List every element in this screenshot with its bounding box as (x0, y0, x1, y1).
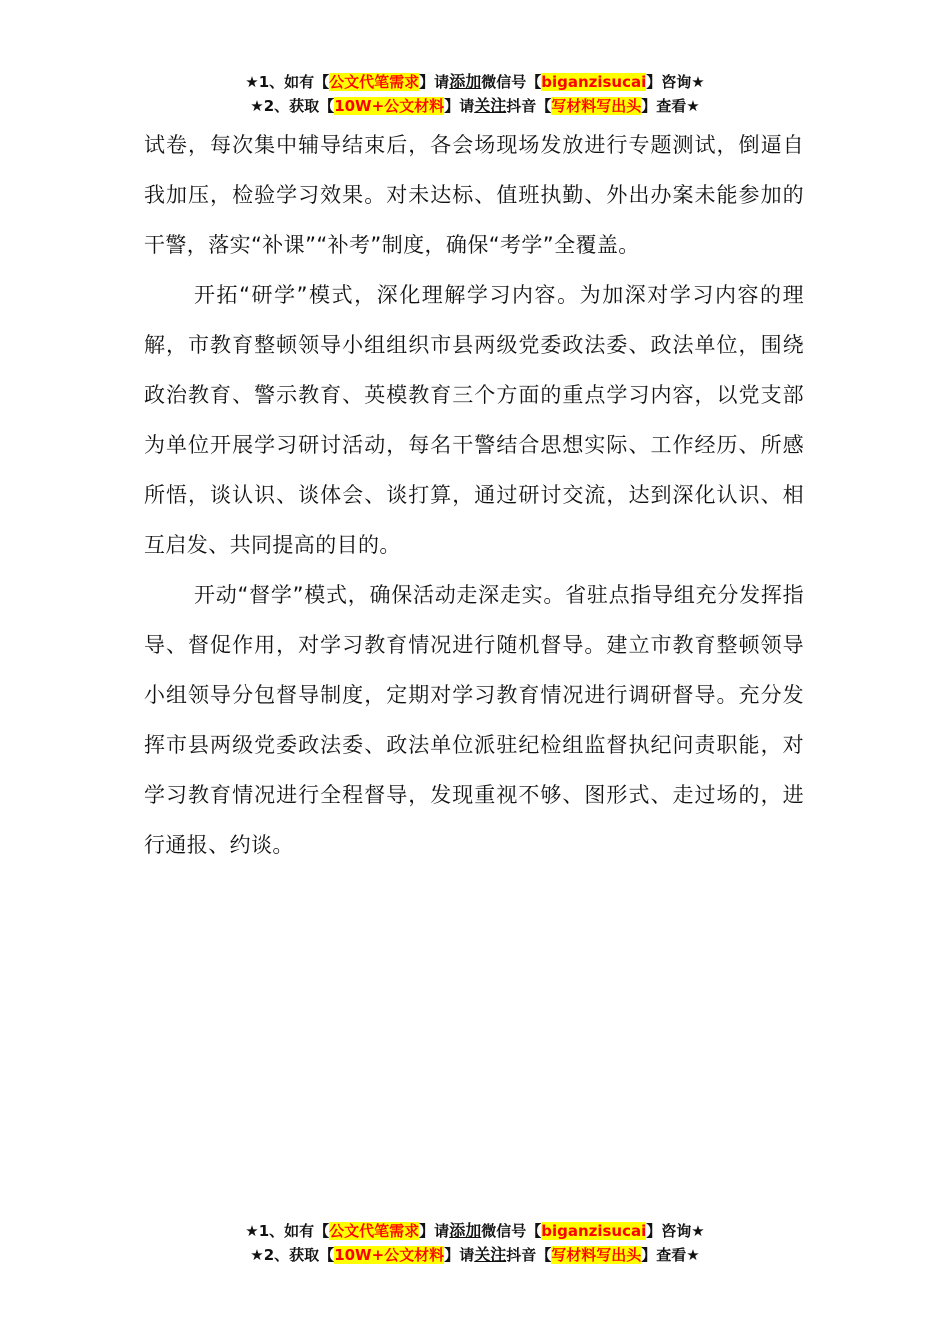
banner-text: 】请 (444, 1246, 475, 1264)
highlight-douyin-account: 写材料写出头 (551, 1246, 642, 1264)
highlight-materials: 10W+公文材料 (334, 97, 445, 115)
highlight-materials: 10W+公文材料 (334, 1246, 445, 1264)
document-body (144, 120, 804, 870)
banner-text: ★1、如有【 (245, 73, 330, 91)
footer-banner (0, 1219, 950, 1267)
banner-text: 】请 (419, 73, 450, 91)
banner-text: 微信号【 (481, 73, 542, 91)
banner-text: 】咨询★ (646, 73, 705, 91)
banner-text: 抖音【 (506, 97, 552, 115)
highlight-wechat-id: biganzisucai (541, 73, 647, 91)
banner-text: 】查看★ (641, 1246, 700, 1264)
highlight-wechat-id: biganzisucai (541, 1222, 647, 1240)
paragraph-continuation: 试卷，每次集中辅导结束后，各会场现场发放进行专题测试，倒逼自我加压，检验学习效果。对未达标、值班执勤、外出办案未能参加的干警，落实“补课”“补考”制度，确保“考学”全覆盖。 (144, 133, 804, 257)
banner-line-2 (0, 94, 950, 118)
banner-text: 抖音【 (506, 1246, 552, 1264)
banner-text: 】请 (444, 97, 475, 115)
banner-text: 】查看★ (641, 97, 700, 115)
banner-text: 微信号【 (481, 1222, 542, 1240)
highlight-service: 公文代笔需求 (329, 1222, 420, 1240)
emphasis-text: 关注 (474, 96, 507, 115)
header-banner (0, 70, 950, 118)
banner-text: 】咨询★ (646, 1222, 705, 1240)
banner-line-2 (0, 1243, 950, 1267)
paragraph-research-learning: 开拓“研学”模式，深化理解学习内容。为加深对学习内容的理解，市教育整顿领导小组组织市县两级党委政法委、政法单位，围绕政治教育、警示教育、英模教育三个方面的重点学习内容，以党支部为单位开展学习研讨活动，每名干警结合思想实际、工作经历、所感所悟，谈认识、谈体会、谈打算，通过研讨交流，达到深化认识、相互启发、共同提高的目的。 (144, 283, 804, 557)
highlight-douyin-account: 写材料写出头 (551, 97, 642, 115)
banner-text: ★1、如有【 (245, 1222, 330, 1240)
paragraph-supervised-learning: 开动“督学”模式，确保活动走深走实。省驻点指导组充分发挥指导、督促作用，对学习教育情况进行随机督导。建立市教育整顿领导小组领导分包督导制度，定期对学习教育情况进行调研督导。充分发挥市县两级党委政法委、政法单位派驻纪检组监督执纪问责职能，对学习教育情况进行全程督导，发现重视不够、图形式、走过场的，进行通报、约谈。 (144, 583, 804, 857)
banner-line-1 (0, 70, 950, 94)
banner-text: ★2、获取【 (250, 97, 335, 115)
emphasis-text: 添加 (449, 72, 482, 91)
banner-text: 】请 (419, 1222, 450, 1240)
highlight-service: 公文代笔需求 (329, 73, 420, 91)
banner-text: ★2、获取【 (250, 1246, 335, 1264)
emphasis-text: 关注 (474, 1245, 507, 1264)
banner-line-1 (0, 1219, 950, 1243)
emphasis-text: 添加 (449, 1221, 482, 1240)
